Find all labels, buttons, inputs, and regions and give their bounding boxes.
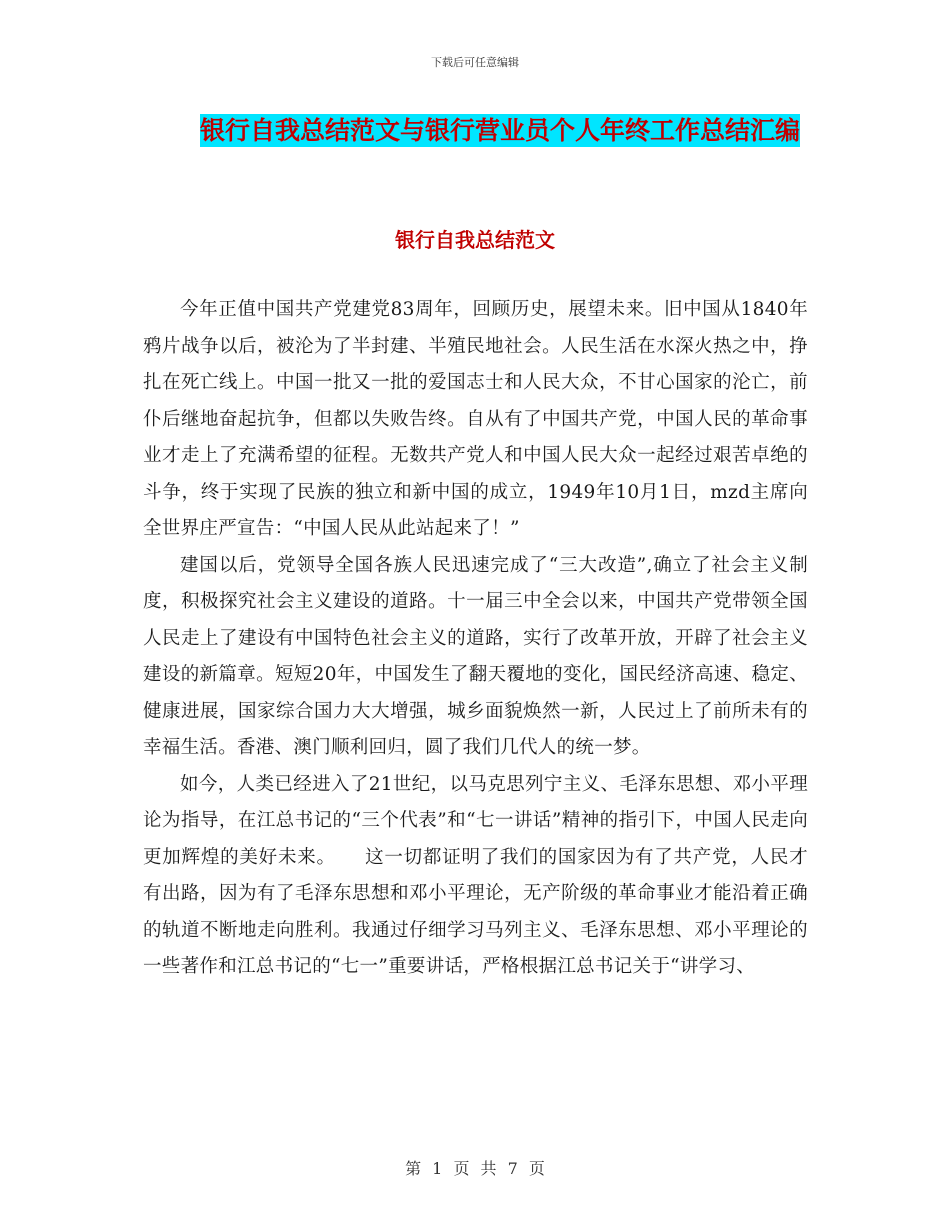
- page-footer: 第 1 页 共 7 页: [405, 1159, 545, 1178]
- document-title-text: 银行自我总结范文与银行营业员个人年终工作总结汇编: [199, 116, 800, 145]
- paragraph-1: 今年正值中国共产党建党83周年，回顾历史，展望未来。旧中国从1840年鸦片战争以后，被沦为了半封建、半殖民地社会。人民生活在水深火热之中，挣扎在死亡线上。中国一批又一批的爱国志士和人民大众，不甘心国家的沦亡，前仆后继地奋起抗争，但都以失败告终。自从有了中国共产党，中国人民的革命事业才走上了充满希望的征程。无数共产党人和中国人民大众一起经过艰苦卓绝的斗争，终于实现了民族的独立和新中国的成立，1949年10月1日，mzd主席向全世界庄严宣告：“中国人民从此站起来了！”: [143, 299, 808, 539]
- document-body: [143, 292, 808, 986]
- section-title: 银行自我总结范文: [395, 228, 555, 252]
- paragraph-3: 如今，人类已经进入了21世纪，以马克思列宁主义、毛泽东思想、邓小平理论为指导，在江总书记的“三个代表”和“七一讲话”精神的指引下，中国人民走向更加辉煌的美好未来。 这一切都证明了我们的国家因为有了共产党，人民才有出路，因为有了毛泽东思想和邓小平理论，无产阶级的革命事业才能沿着正确的轨道不断地走向胜利。我通过仔细学习马列主义、毛泽东思想、邓小平理论的一些著作和江总书记的“七一”重要讲话，严格根据江总书记关于“讲学习、: [143, 773, 808, 977]
- page-header: 下载后可任意编辑: [431, 56, 519, 69]
- paragraph-2: 建国以后，党领导全国各族人民迅速完成了“三大改造”,确立了社会主义制度，积极探究社会主义建设的道路。十一届三中全会以来，中国共产党带领全国人民走上了建设有中国特色社会主义的道路，实行了改革开放，开辟了社会主义建设的新篇章。短短20年，中国发生了翻天覆地的变化，国民经济高速、稳定、健康进展，国家综合国力大大增强，城乡面貌焕然一新，人民过上了前所未有的幸福生活。香港、澳门顺利回归，圆了我们几代人的统一梦。: [143, 554, 808, 758]
- document-title: [180, 108, 820, 154]
